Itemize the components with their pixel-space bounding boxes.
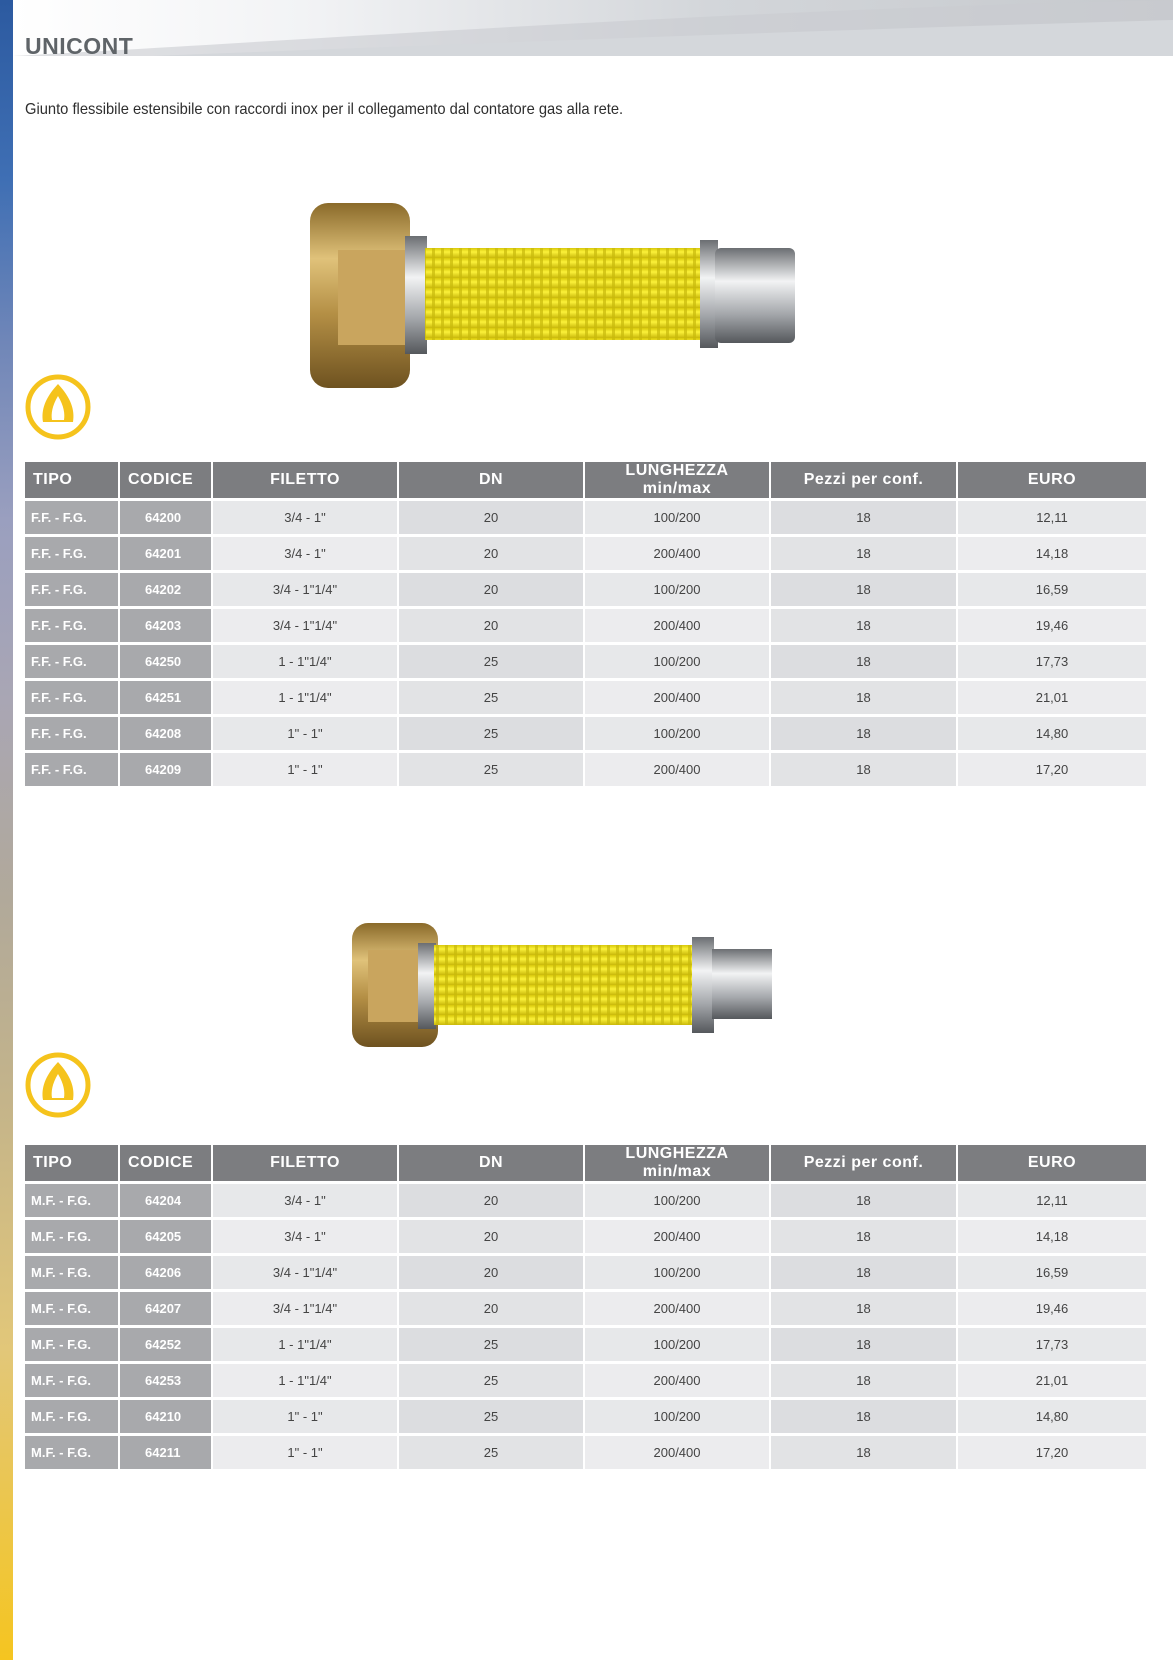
table-row xyxy=(25,1291,1147,1327)
cell-lunghezza: 200/400 xyxy=(584,536,770,572)
cell-euro: 19,46 xyxy=(957,1291,1147,1327)
table-row xyxy=(25,680,1147,716)
header-lunghezza: LUNGHEZZA min/max xyxy=(584,462,770,500)
cell-tipo: M.F. - F.G. xyxy=(25,1363,119,1399)
cell-dn: 20 xyxy=(398,536,584,572)
cell-codice: 64205 xyxy=(119,1219,212,1255)
cell-euro: 21,01 xyxy=(957,1363,1147,1399)
cell-pezzi: 18 xyxy=(770,1327,957,1363)
cell-filetto: 3/4 - 1"1/4" xyxy=(212,1255,398,1291)
table-row xyxy=(25,1399,1147,1435)
table-header-row xyxy=(25,1145,1147,1183)
intro-text: Giunto flessibile estensibile con raccordi inox per il collegamento dal contatore gas alla rete. xyxy=(25,101,624,118)
cell-pezzi: 18 xyxy=(770,572,957,608)
cell-lunghezza: 100/200 xyxy=(584,500,770,536)
cell-codice: 64208 xyxy=(119,716,212,752)
cell-filetto: 1" - 1" xyxy=(212,1435,398,1471)
cell-codice: 64250 xyxy=(119,644,212,680)
cell-filetto: 1 - 1"1/4" xyxy=(212,1363,398,1399)
cell-filetto: 3/4 - 1" xyxy=(212,1183,398,1219)
cell-codice: 64210 xyxy=(119,1399,212,1435)
cell-dn: 20 xyxy=(398,608,584,644)
cell-filetto: 3/4 - 1" xyxy=(212,1219,398,1255)
flame-icon xyxy=(25,374,91,440)
cell-codice: 64204 xyxy=(119,1183,212,1219)
flame-icon xyxy=(25,1052,91,1118)
cell-codice: 64209 xyxy=(119,752,212,788)
cell-pezzi: 18 xyxy=(770,752,957,788)
cell-dn: 25 xyxy=(398,680,584,716)
cell-lunghezza: 200/400 xyxy=(584,608,770,644)
header-tipo: TIPO xyxy=(25,462,119,500)
cell-dn: 25 xyxy=(398,1363,584,1399)
table-row xyxy=(25,536,1147,572)
table-row xyxy=(25,1219,1147,1255)
cell-dn: 20 xyxy=(398,1255,584,1291)
table-row xyxy=(25,500,1147,536)
cell-filetto: 3/4 - 1" xyxy=(212,500,398,536)
cell-euro: 12,11 xyxy=(957,1183,1147,1219)
cell-euro: 16,59 xyxy=(957,572,1147,608)
cell-lunghezza: 100/200 xyxy=(584,1255,770,1291)
hose-female-female-image xyxy=(300,198,820,398)
cell-euro: 17,20 xyxy=(957,752,1147,788)
price-table-ff xyxy=(25,462,1148,789)
table-body xyxy=(25,500,1147,788)
cell-dn: 25 xyxy=(398,644,584,680)
cell-pezzi: 18 xyxy=(770,1183,957,1219)
cell-pezzi: 18 xyxy=(770,1363,957,1399)
table-row xyxy=(25,1255,1147,1291)
side-color-strip xyxy=(0,0,13,1660)
cell-tipo: F.F. - F.G. xyxy=(25,716,119,752)
cell-lunghezza: 200/400 xyxy=(584,1435,770,1471)
cell-tipo: M.F. - F.G. xyxy=(25,1327,119,1363)
cell-lunghezza: 100/200 xyxy=(584,1399,770,1435)
cell-euro: 16,59 xyxy=(957,1255,1147,1291)
table-row xyxy=(25,644,1147,680)
cell-dn: 20 xyxy=(398,1291,584,1327)
header-codice: CODICE xyxy=(119,1145,212,1183)
table-header-row xyxy=(25,462,1147,500)
cell-codice: 64211 xyxy=(119,1435,212,1471)
cell-dn: 25 xyxy=(398,1399,584,1435)
header-dn: DN xyxy=(398,1145,584,1183)
cell-codice: 64206 xyxy=(119,1255,212,1291)
cell-pezzi: 18 xyxy=(770,500,957,536)
cell-lunghezza: 100/200 xyxy=(584,716,770,752)
cell-tipo: F.F. - F.G. xyxy=(25,536,119,572)
page-title: UNICONT xyxy=(25,33,134,59)
header-pezzi: Pezzi per conf. xyxy=(770,462,957,500)
header-tipo: TIPO xyxy=(25,1145,119,1183)
cell-pezzi: 18 xyxy=(770,1399,957,1435)
table-row xyxy=(25,1327,1147,1363)
table-row xyxy=(25,608,1147,644)
cell-pezzi: 18 xyxy=(770,536,957,572)
cell-euro: 14,80 xyxy=(957,1399,1147,1435)
cell-tipo: M.F. - F.G. xyxy=(25,1219,119,1255)
cell-lunghezza: 200/400 xyxy=(584,752,770,788)
table-body xyxy=(25,1183,1147,1471)
table-row xyxy=(25,752,1147,788)
cell-codice: 64202 xyxy=(119,572,212,608)
cell-tipo: M.F. - F.G. xyxy=(25,1255,119,1291)
cell-euro: 17,73 xyxy=(957,1327,1147,1363)
cell-lunghezza: 200/400 xyxy=(584,1291,770,1327)
cell-codice: 64207 xyxy=(119,1291,212,1327)
cell-euro: 19,46 xyxy=(957,608,1147,644)
table-row xyxy=(25,1183,1147,1219)
header-euro: EURO xyxy=(957,462,1147,500)
cell-dn: 20 xyxy=(398,500,584,536)
cell-filetto: 3/4 - 1"1/4" xyxy=(212,1291,398,1327)
cell-tipo: M.F. - F.G. xyxy=(25,1183,119,1219)
cell-filetto: 1 - 1"1/4" xyxy=(212,1327,398,1363)
cell-filetto: 1" - 1" xyxy=(212,1399,398,1435)
cell-tipo: F.F. - F.G. xyxy=(25,500,119,536)
cell-euro: 14,18 xyxy=(957,536,1147,572)
cell-dn: 25 xyxy=(398,752,584,788)
cell-euro: 12,11 xyxy=(957,500,1147,536)
header-lunghezza: LUNGHEZZA min/max xyxy=(584,1145,770,1183)
cell-dn: 25 xyxy=(398,1327,584,1363)
cell-lunghezza: 200/400 xyxy=(584,1219,770,1255)
cell-tipo: F.F. - F.G. xyxy=(25,608,119,644)
cell-lunghezza: 100/200 xyxy=(584,1183,770,1219)
table-row xyxy=(25,1435,1147,1471)
table-row xyxy=(25,716,1147,752)
cell-codice: 64253 xyxy=(119,1363,212,1399)
cell-euro: 21,01 xyxy=(957,680,1147,716)
cell-euro: 17,20 xyxy=(957,1435,1147,1471)
cell-lunghezza: 100/200 xyxy=(584,1327,770,1363)
cell-dn: 25 xyxy=(398,716,584,752)
cell-pezzi: 18 xyxy=(770,1255,957,1291)
cell-codice: 64251 xyxy=(119,680,212,716)
cell-filetto: 3/4 - 1"1/4" xyxy=(212,572,398,608)
cell-euro: 14,80 xyxy=(957,716,1147,752)
cell-lunghezza: 200/400 xyxy=(584,680,770,716)
cell-tipo: M.F. - F.G. xyxy=(25,1435,119,1471)
cell-filetto: 1 - 1"1/4" xyxy=(212,644,398,680)
header-filetto: FILETTO xyxy=(212,1145,398,1183)
cell-dn: 20 xyxy=(398,1219,584,1255)
cell-tipo: F.F. - F.G. xyxy=(25,572,119,608)
header-swoosh xyxy=(13,0,1173,56)
cell-codice: 64203 xyxy=(119,608,212,644)
cell-pezzi: 18 xyxy=(770,1435,957,1471)
cell-codice: 64200 xyxy=(119,500,212,536)
table-row xyxy=(25,1363,1147,1399)
cell-filetto: 3/4 - 1" xyxy=(212,536,398,572)
cell-tipo: F.F. - F.G. xyxy=(25,644,119,680)
price-table-mf xyxy=(25,1145,1148,1472)
cell-euro: 14,18 xyxy=(957,1219,1147,1255)
cell-dn: 20 xyxy=(398,572,584,608)
cell-codice: 64201 xyxy=(119,536,212,572)
cell-filetto: 1" - 1" xyxy=(212,716,398,752)
header-dn: DN xyxy=(398,462,584,500)
cell-pezzi: 18 xyxy=(770,608,957,644)
cell-tipo: F.F. - F.G. xyxy=(25,680,119,716)
cell-tipo: M.F. - F.G. xyxy=(25,1291,119,1327)
cell-pezzi: 18 xyxy=(770,1219,957,1255)
cell-codice: 64252 xyxy=(119,1327,212,1363)
cell-tipo: M.F. - F.G. xyxy=(25,1399,119,1435)
cell-pezzi: 18 xyxy=(770,680,957,716)
cell-lunghezza: 100/200 xyxy=(584,572,770,608)
cell-lunghezza: 200/400 xyxy=(584,1363,770,1399)
table-row xyxy=(25,572,1147,608)
cell-filetto: 1" - 1" xyxy=(212,752,398,788)
header-filetto: FILETTO xyxy=(212,462,398,500)
cell-pezzi: 18 xyxy=(770,716,957,752)
header-codice: CODICE xyxy=(119,462,212,500)
cell-dn: 25 xyxy=(398,1435,584,1471)
header-pezzi: Pezzi per conf. xyxy=(770,1145,957,1183)
hose-male-female-image xyxy=(340,915,800,1055)
cell-tipo: F.F. - F.G. xyxy=(25,752,119,788)
cell-filetto: 3/4 - 1"1/4" xyxy=(212,608,398,644)
cell-dn: 20 xyxy=(398,1183,584,1219)
cell-filetto: 1 - 1"1/4" xyxy=(212,680,398,716)
cell-pezzi: 18 xyxy=(770,644,957,680)
header-euro: EURO xyxy=(957,1145,1147,1183)
cell-lunghezza: 100/200 xyxy=(584,644,770,680)
cell-euro: 17,73 xyxy=(957,644,1147,680)
cell-pezzi: 18 xyxy=(770,1291,957,1327)
